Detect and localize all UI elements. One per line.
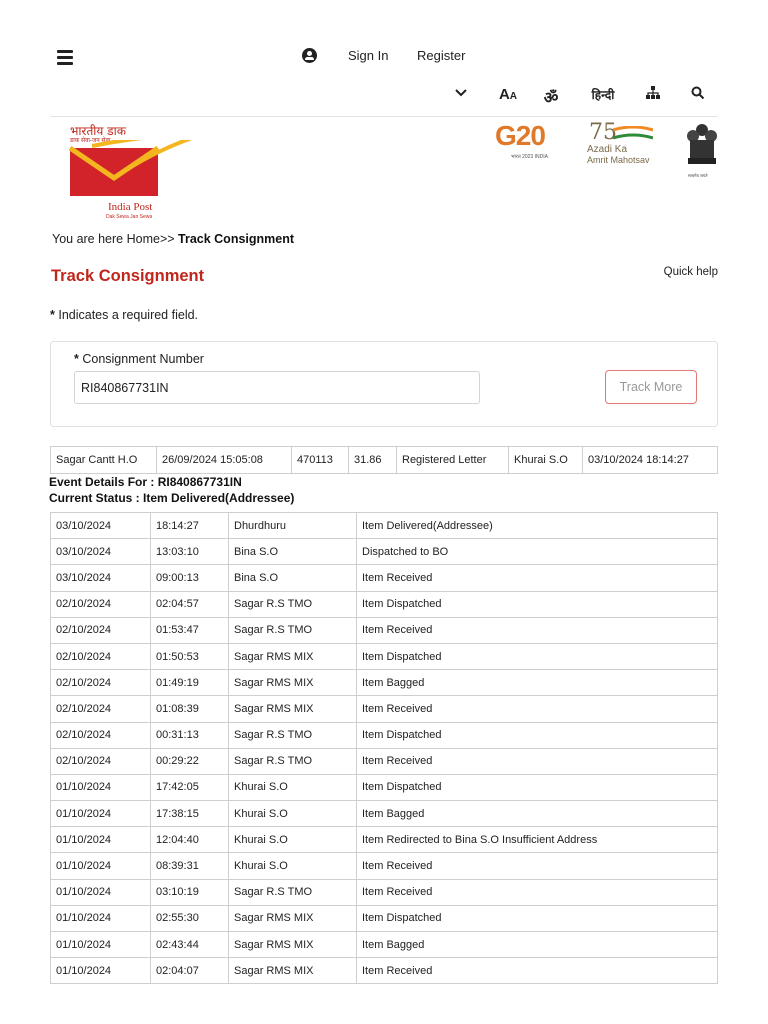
event-office-cell: Sagar R.S TMO [229,591,357,617]
event-description-cell: Item Dispatched [357,643,718,669]
event-date-cell: 03/10/2024 [51,513,151,539]
event-time-cell: 01:08:39 [151,696,229,722]
event-description-cell: Item Received [357,696,718,722]
current-status: Current Status : Item Delivered(Addressee) [49,491,295,505]
event-description-cell: Item Received [357,958,718,984]
table-row [51,879,718,905]
event-description-cell: Item Bagged [357,670,718,696]
event-time-cell: 01:49:19 [151,670,229,696]
event-date-cell: 01/10/2024 [51,905,151,931]
event-date-cell: 01/10/2024 [51,879,151,905]
emblem-caption: सत्यमेव जयते [688,173,708,178]
event-date-cell: 02/10/2024 [51,617,151,643]
track-form [50,341,718,427]
delivery-date-cell: 03/10/2024 18:14:27 [583,447,718,474]
event-office-cell: Khurai S.O [229,827,357,853]
event-time-cell: 00:31:13 [151,722,229,748]
event-office-cell: Sagar R.S TMO [229,879,357,905]
font-size-icon[interactable]: AA [498,86,518,103]
sign-in-link[interactable]: Sign In [348,48,389,63]
event-time-cell: 01:50:53 [151,643,229,669]
event-office-cell: Sagar RMS MIX [229,696,357,722]
event-office-cell: Sagar RMS MIX [229,643,357,669]
event-time-cell: 02:55:30 [151,905,229,931]
table-row [51,905,718,931]
event-time-cell: 09:00:13 [151,565,229,591]
track-more-button[interactable]: Track More [605,370,697,404]
booking-date-cell: 26/09/2024 15:05:08 [157,447,292,474]
event-time-cell: 02:04:07 [151,958,229,984]
event-description-cell: Dispatched to BO [357,539,718,565]
event-description-cell: Item Redirected to Bina S.O Insufficient Address [357,827,718,853]
event-description-cell: Item Delivered(Addressee) [357,513,718,539]
delivery-location-cell: Khurai S.O [509,447,583,474]
event-office-cell: Sagar RMS MIX [229,932,357,958]
event-details-table [50,512,718,984]
table-row [51,932,718,958]
event-description-cell: Item Received [357,879,718,905]
required-star: * [74,352,79,366]
event-time-cell: 18:14:27 [151,513,229,539]
event-office-cell: Dhurdhuru [229,513,357,539]
event-office-cell: Sagar R.S TMO [229,722,357,748]
table-row [51,447,718,474]
event-office-cell: Sagar R.S TMO [229,748,357,774]
ashoka-emblem-icon [684,122,720,172]
event-office-cell: Sagar RMS MIX [229,670,357,696]
table-row [51,696,718,722]
event-description-cell: Item Received [357,565,718,591]
event-time-cell: 00:29:22 [151,748,229,774]
event-office-cell: Bina S.O [229,539,357,565]
table-row [51,643,718,669]
india-post-tagline: Dak Sewa Jan Sewa [106,214,153,220]
event-date-cell: 02/10/2024 [51,643,151,669]
event-date-cell: 02/10/2024 [51,696,151,722]
event-description-cell: Item Received [357,617,718,643]
event-time-cell: 17:38:15 [151,801,229,827]
event-office-cell: Sagar RMS MIX [229,905,357,931]
required-star: * [50,308,55,322]
event-description-cell: Item Dispatched [357,774,718,800]
top-bar [0,0,768,116]
event-details-header [49,474,294,506]
event-time-cell: 12:04:40 [151,827,229,853]
required-note-text: Indicates a required field. [54,308,199,322]
event-date-cell: 01/10/2024 [51,801,151,827]
india-post-hindi-subtext: डाक सेवा-जन सेवा [70,138,111,144]
tariff-cell: 31.86 [349,447,397,474]
table-row [51,670,718,696]
booking-summary-table [50,446,718,474]
breadcrumb-current: Track Consignment [178,232,295,246]
event-description-cell: Item Dispatched [357,905,718,931]
search-icon[interactable] [689,86,707,106]
flag-swoosh-icon [613,126,653,142]
event-description-cell: Item Dispatched [357,722,718,748]
g20-subtext: भारत 2023 INDIA [511,154,548,160]
table-row [51,617,718,643]
divider [50,116,718,117]
table-row [51,591,718,617]
event-time-cell: 02:04:57 [151,591,229,617]
table-row [51,958,718,984]
event-office-cell: Khurai S.O [229,801,357,827]
event-description-cell: Item Bagged [357,801,718,827]
event-office-cell: Khurai S.O [229,853,357,879]
event-time-cell: 13:03:10 [151,539,229,565]
event-date-cell: 01/10/2024 [51,774,151,800]
event-date-cell: 02/10/2024 [51,722,151,748]
event-time-cell: 02:43:44 [151,932,229,958]
event-date-cell: 01/10/2024 [51,958,151,984]
sitemap-icon[interactable] [644,86,662,106]
language-toggle[interactable]: हिन्दी [591,88,615,102]
required-field-note [50,308,198,322]
table-row [51,539,718,565]
menu-icon[interactable] [57,50,73,64]
breadcrumb-prefix[interactable]: You are here Home>> [52,232,179,246]
consignment-number-label [74,352,204,366]
page-title: Track Consignment [51,267,205,285]
event-description-cell: Item Received [357,853,718,879]
g20-text: G20 [495,120,545,151]
india-post-hindi-text: भारतीय डाक [70,124,126,138]
azadi-line-1: Azadi Ka [587,144,628,155]
azadi-ka-amrit-mahotsav-logo [585,120,663,170]
table-row [51,748,718,774]
breadcrumb [52,232,294,246]
booked-at-cell: Sagar Cantt H.O [51,447,157,474]
event-description-cell: Item Bagged [357,932,718,958]
register-link[interactable]: Register [417,48,466,63]
table-row [51,513,718,539]
event-description-cell: Item Dispatched [357,591,718,617]
user-icon[interactable] [302,48,317,63]
table-row [51,774,718,800]
accessibility-icon[interactable]: ॐ [543,90,559,107]
g20-logo [495,120,567,166]
azadi-line-2: Amrit Mahotsav [587,155,650,165]
table-row [51,722,718,748]
table-row [51,801,718,827]
event-date-cell: 03/10/2024 [51,565,151,591]
article-type-cell: Registered Letter [397,447,509,474]
consignment-number-input[interactable] [74,371,480,404]
event-date-cell: 02/10/2024 [51,748,151,774]
event-description-cell: Item Received [357,748,718,774]
event-office-cell: Khurai S.O [229,774,357,800]
event-date-cell: 01/10/2024 [51,827,151,853]
consignment-label-text: Consignment Number [78,352,204,366]
event-office-cell: Bina S.O [229,565,357,591]
event-time-cell: 17:42:05 [151,774,229,800]
india-post-logo[interactable] [52,122,197,222]
table-row [51,853,718,879]
azadi-75-text: 75 [589,120,617,145]
chevron-down-icon[interactable] [452,86,470,106]
event-date-cell: 02/10/2024 [51,670,151,696]
pin-cell: 470113 [292,447,349,474]
event-office-cell: Sagar RMS MIX [229,958,357,984]
event-time-cell: 01:53:47 [151,617,229,643]
event-time-cell: 08:39:31 [151,853,229,879]
event-time-cell: 03:10:19 [151,879,229,905]
india-post-text: India Post [108,201,153,213]
national-emblem-logo [684,122,720,182]
table-row [51,827,718,853]
event-date-cell: 01/10/2024 [51,853,151,879]
quick-help-link[interactable]: Quick help [663,266,718,278]
event-office-cell: Sagar R.S TMO [229,617,357,643]
table-row [51,565,718,591]
event-details-for: Event Details For : RI840867731IN [49,475,242,489]
event-date-cell: 01/10/2024 [51,932,151,958]
event-date-cell: 02/10/2024 [51,591,151,617]
event-date-cell: 03/10/2024 [51,539,151,565]
